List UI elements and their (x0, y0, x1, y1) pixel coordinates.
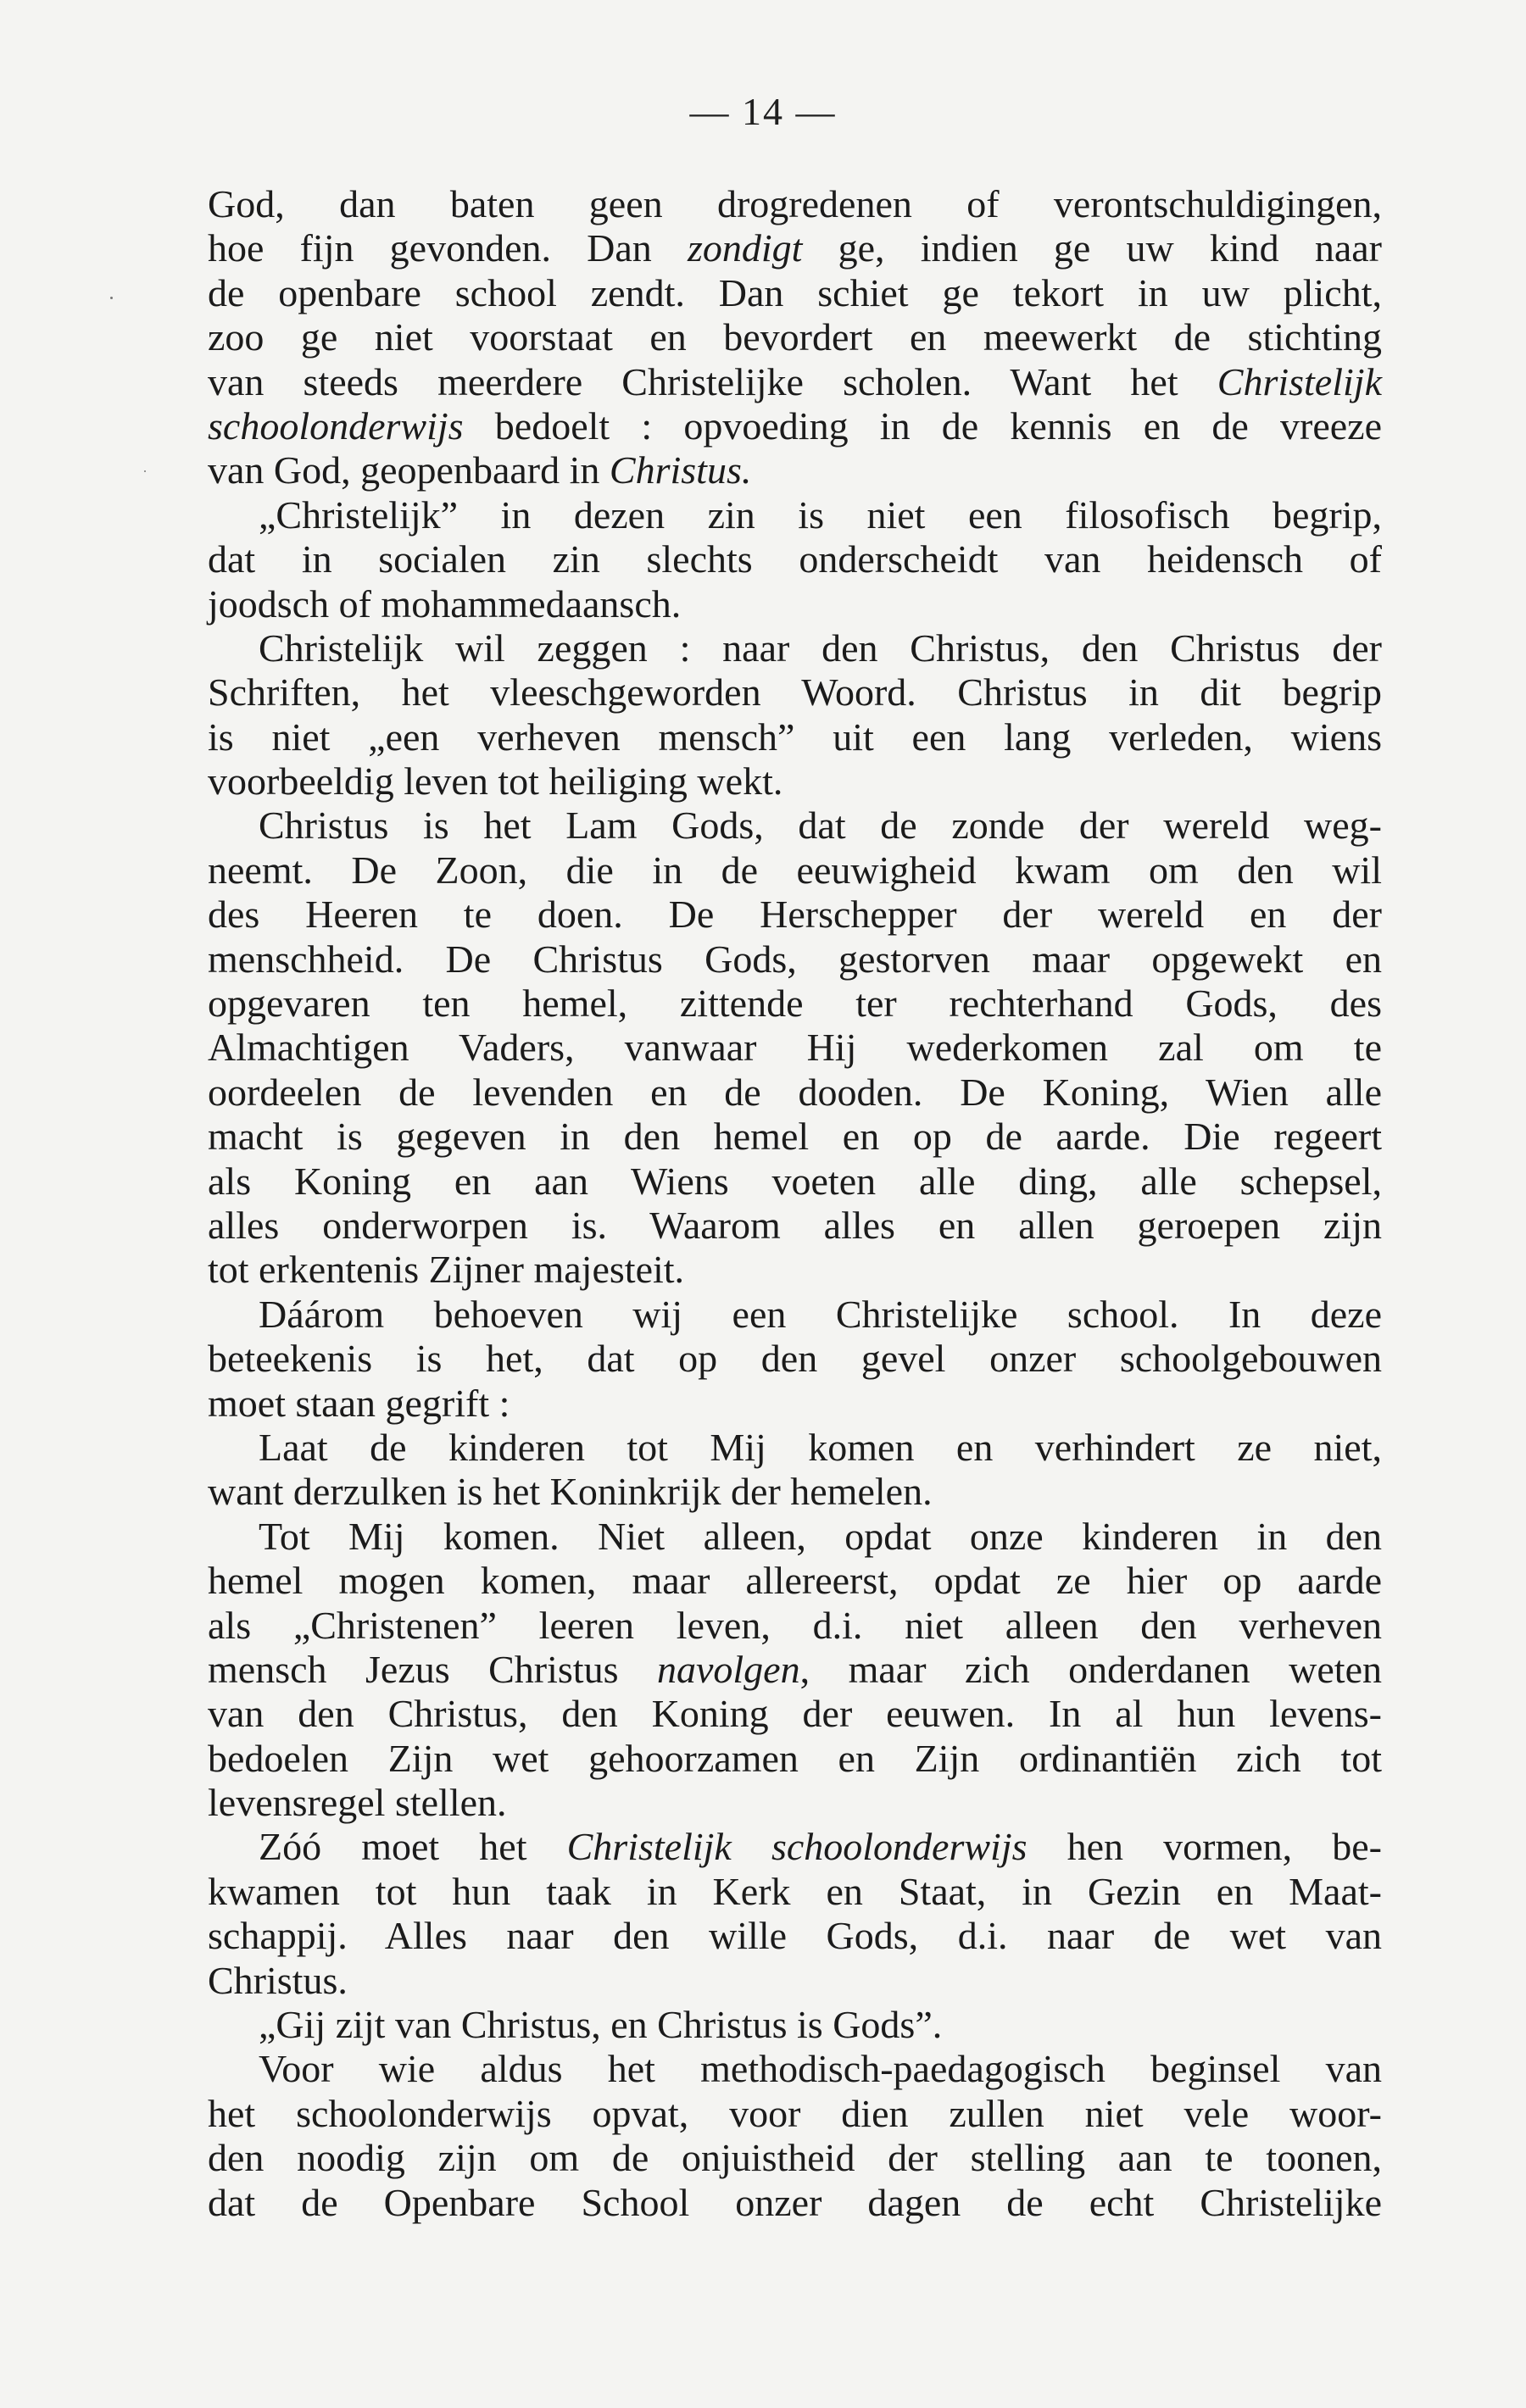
text-line (208, 1781, 1382, 1825)
text-run: tot erkentenis Zijner majesteit. (208, 1248, 685, 1292)
text-line (208, 493, 1382, 537)
text-run: Christelijk (1217, 359, 1382, 403)
text-line (208, 1692, 1382, 1736)
text-line (208, 582, 1382, 626)
text-run: „Gij zijt van Christus, en Christus is Gods”. (259, 2003, 943, 2047)
text-run: opgevaren ten hemel, zittende ter rechterhand Gods, des (208, 982, 1382, 1026)
text-line (208, 1870, 1382, 1914)
text-line (208, 1115, 1382, 1159)
paper-speck (144, 470, 146, 472)
text-line (208, 2092, 1382, 2136)
text-line (208, 982, 1382, 1026)
text-line (208, 1382, 1382, 1426)
text-run: neemt. De Zoon, die in de eeuwigheid kwam om den wil (208, 848, 1382, 892)
text-run: Schriften, het vleeschgeworden Woord. Christus in dit begrip (208, 670, 1382, 715)
text-run: hoe fijn gevonden. Dan (208, 226, 688, 270)
text-run: mensch Jezus Christus (208, 1647, 657, 1691)
text-run: dat in socialen zin slechts onderscheidt van heidensch of (208, 537, 1382, 581)
text-run: Laat de kinderen tot Mij komen en verhindert ze niet, (259, 1425, 1382, 1469)
text-run: van God, geopenbaard in (208, 448, 610, 492)
text-line (208, 1026, 1382, 1070)
text-run: Tot Mij komen. Niet alleen, opdat onze kinderen in den (259, 1514, 1382, 1558)
text-run: als „Christenen” leeren leven, d.i. niet alleen den verheven (208, 1603, 1382, 1647)
text-line (208, 271, 1382, 315)
text-line (208, 1959, 1382, 2003)
text-run: Christus. (609, 448, 752, 492)
text-run: Christus. (208, 1958, 348, 2002)
text-line (208, 1337, 1382, 1381)
text-line (208, 1248, 1382, 1292)
text-line (208, 626, 1382, 670)
text-line (208, 848, 1382, 893)
text-line (208, 1160, 1382, 1204)
text-line (208, 1071, 1382, 1115)
text-run: , maar zich onderdanen weten (799, 1647, 1383, 1691)
text-line (208, 1293, 1382, 1337)
text-line (208, 1825, 1382, 1869)
text-line (208, 1470, 1382, 1514)
text-run: navolgen (656, 1647, 800, 1691)
text-run: is niet „een verheven mensch” uit een lang verleden, wiens (208, 715, 1382, 759)
text-run: als Koning en aan Wiens voeten alle ding, alle schepsel, (208, 1159, 1382, 1203)
text-run: de openbare school zendt. Dan schiet ge tekort in uw plicht, (208, 270, 1382, 314)
text-line (208, 537, 1382, 581)
text-line (208, 2047, 1382, 2091)
text-line (208, 937, 1382, 982)
text-line (208, 2181, 1382, 2225)
text-line (208, 715, 1382, 759)
text-run: voorbeeldig leven tot heiliging wekt. (208, 759, 783, 804)
text-line (208, 1515, 1382, 1559)
text-run: den noodig zijn om de onjuistheid der stelling aan te toonen, (208, 2136, 1382, 2180)
text-line (208, 404, 1382, 448)
text-run: zondigt (687, 226, 803, 270)
text-run: Voor wie aldus het methodisch-paedagogisch beginsel van (259, 2047, 1382, 2091)
text-line (208, 1426, 1382, 1470)
text-run: bedoelen Zijn wet gehoorzamen en Zijn ordinantiën zich tot (208, 1736, 1382, 1780)
text-run: God, dan baten geen drogredenen of verontschuldigingen, (208, 182, 1382, 225)
text-run: het schoolonderwijs opvat, voor dien zullen niet vele woor- (208, 2091, 1382, 2135)
text-run: moet staan gegrift : (208, 1381, 510, 1425)
text-run: kwamen tot hun taak in Kerk en Staat, in Gezin en Maat- (208, 1869, 1382, 1913)
text-run: beteekenis is het, dat op den gevel onzer schoolgebouwen (208, 1337, 1382, 1381)
text-line (208, 448, 1382, 492)
text-line (208, 226, 1382, 270)
text-run: Christelijk wil zeggen : naar den Christus, den Christus der (259, 626, 1382, 670)
text-run: alles onderworpen is. Waarom alles en allen geroepen zijn (208, 1203, 1382, 1247)
paper-speck (110, 297, 113, 299)
text-line (208, 1648, 1382, 1692)
text-run: Dáárom behoeven wij een Christelijke school. In deze (259, 1292, 1382, 1336)
text-line (208, 1604, 1382, 1648)
text-run: schappij. Alles naar den wille Gods, d.i. naar de wet van (208, 1914, 1382, 1958)
text-run: menschheid. De Christus Gods, gestorven maar opgewekt en (208, 937, 1382, 981)
text-run: Almachtigen Vaders, vanwaar Hij wederkomen zal om te (208, 1026, 1382, 1070)
text-run: macht is gegeven in den hemel en op de aarde. Die regeert (208, 1115, 1382, 1159)
text-line (208, 182, 1382, 226)
text-run: van steeds meerdere Christelijke scholen. Want het (208, 359, 1217, 403)
text-line (208, 759, 1382, 804)
text-run: oordeelen de levenden en de dooden. De Koning, Wien alle (208, 1070, 1382, 1114)
text-run: zoo ge niet voorstaat en bevordert en meewerkt de stichting (208, 315, 1382, 359)
text-line (208, 1737, 1382, 1781)
text-run: des Heeren te doen. De Herschepper der wereld en der (208, 893, 1382, 937)
text-run: „Christelijk” in dezen zin is niet een filosofisch begrip, (259, 492, 1382, 537)
text-line (208, 1914, 1382, 1958)
text-run: Zóó moet het (259, 1825, 567, 1869)
text-run: schoolonderwijs (208, 403, 464, 448)
text-run: Christus is het Lam Gods, dat de zonde der wereld weg- (259, 804, 1382, 848)
text-line (208, 1204, 1382, 1248)
text-run: hemel mogen komen, maar allereerst, opdat ze hier op aarde (208, 1559, 1382, 1603)
text-line (208, 315, 1382, 359)
text-run: Christelijk schoolonderwijs (566, 1825, 1028, 1869)
text-line (208, 893, 1382, 937)
text-run: hen vormen, be- (1027, 1825, 1382, 1869)
text-line (208, 2003, 1382, 2047)
text-run: joodsch of mohammedaansch. (208, 581, 682, 626)
text-line (208, 670, 1382, 715)
text-line (208, 360, 1382, 404)
text-line (208, 1559, 1382, 1603)
text-run: levensregel stellen. (208, 1781, 507, 1825)
text-run: ge, indien ge uw kind naar (802, 226, 1382, 270)
text-run: want derzulken is het Koninkrijk der hemelen. (208, 1470, 933, 1514)
text-run: dat de Openbare School onzer dagen de echt Christelijke (208, 2180, 1382, 2224)
body-text (208, 182, 1382, 2225)
page-number: — 14 — (689, 90, 837, 133)
text-line (208, 2136, 1382, 2180)
text-line (208, 804, 1382, 848)
text-run: van den Christus, den Koning der eeuwen. In al hun levens- (208, 1692, 1382, 1736)
text-run: bedoelt : opvoeding in de kennis en de vreeze (463, 403, 1382, 448)
